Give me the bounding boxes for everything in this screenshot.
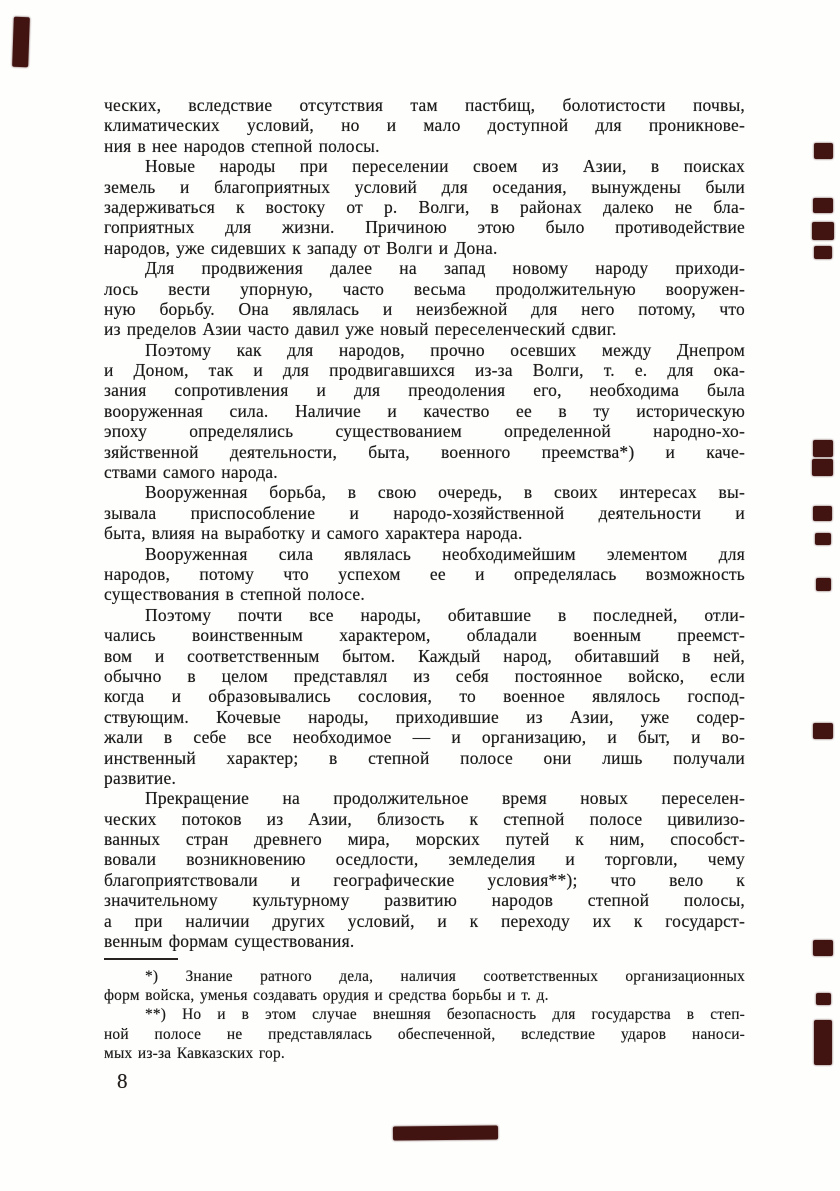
- text-line: задерживаться к востоку от р. Волги, в районах далеко не бла-: [104, 196, 745, 217]
- text-line: существования в степной полосе.: [104, 584, 365, 605]
- text-line: гоприятных для жизни. Причиною этою было противодействие: [104, 217, 745, 238]
- text-line: зяйственной деятельности, быта, военного преемства*) и каче-: [104, 441, 745, 462]
- text-line: Новые народы при переселении своем из Азии, в поисках: [145, 156, 745, 177]
- paragraph: [104, 544, 745, 605]
- text-line: Вооруженная борьба, в свою очередь, в своих интересах вы-: [145, 482, 745, 503]
- text-line: венным формам существования.: [104, 931, 355, 952]
- ink-smudge: [813, 723, 833, 739]
- text-line: Поэтому как для народов, прочно осевших между Днепром: [145, 339, 745, 360]
- footnotes-block: [104, 967, 745, 1063]
- ink-smudge: [813, 506, 832, 521]
- paragraph: [104, 788, 745, 951]
- ink-smudge: [813, 440, 833, 457]
- text-line: Для продвижения далее на запад новому народу приходи-: [145, 258, 745, 279]
- page-number: 8: [117, 1069, 128, 1093]
- text-line: ния в нее народов степной полосы.: [104, 135, 380, 156]
- ink-smudge: [813, 198, 833, 213]
- paragraph: [104, 340, 745, 483]
- text-line: вовали возникновению оседлости, земледелия и торговли, чему: [104, 849, 745, 870]
- ink-smudge: [812, 459, 833, 476]
- footnote: [104, 967, 745, 1005]
- text-line: ствами самого народа.: [104, 462, 278, 483]
- text-line: инственный характер; в степной полосе они лишь получали: [104, 747, 745, 768]
- footnote-line: форм войска, уменья создавать орудия и средства борьбы и т. д.: [104, 987, 549, 1005]
- ink-smudge: [814, 1020, 832, 1065]
- ink-smudge: [816, 993, 831, 1005]
- text-line: народов, потому что успехом ее и определялась возможность: [104, 563, 745, 584]
- footnote-line: ной полосе не представлялась обеспеченной, вследствие ударов наноси-: [104, 1025, 745, 1043]
- text-line: чались воинственным характером, обладали военным преемст-: [104, 625, 745, 646]
- text-line: ческих потоков из Азии, близость к степной полосе цивилизо-: [104, 808, 745, 829]
- footnote-separator-rule: [104, 958, 178, 960]
- text-line: ческих, вследствие отсутствия там пастбищ, болотистости почвы,: [104, 95, 745, 115]
- footnote-line: мых из-за Кавказских гор.: [104, 1044, 285, 1062]
- text-line: жали в себе все необходимое — и организацию, и быт, и во-: [104, 727, 745, 748]
- text-line: ванных стран древнего мира, морских путей к ним, способст-: [104, 829, 745, 850]
- paragraph: [104, 482, 745, 543]
- ink-smudge: [815, 533, 831, 545]
- footnote-line: **) Но и в этом случае внешняя безопасность для государства в степ-: [145, 1006, 745, 1024]
- text-line: эпоху определялись существованием определенной народно-хо-: [104, 421, 745, 442]
- text-line: и Доном, так и для продвигавшихся из-за Волги, т. е. для ока-: [104, 360, 745, 381]
- text-block: [104, 95, 745, 951]
- ink-smudge: [814, 143, 833, 159]
- text-line: быта, влияя на выработку и самого характера народа.: [104, 523, 523, 544]
- text-line: климатических условий, но и мало доступной для проникнове-: [104, 115, 745, 136]
- ink-smudge: [816, 578, 831, 591]
- footnote: [104, 1005, 745, 1063]
- text-line: народов, уже сидевших к западу от Волги и Дона.: [104, 237, 498, 258]
- ink-smudge: [814, 246, 832, 259]
- text-line: вом и соответственным бытом. Каждый народ, обитавший в ней,: [104, 645, 745, 666]
- ink-smudge: [393, 1126, 498, 1141]
- text-line: из пределов Азии часто давил уже новый переселенческий сдвиг.: [104, 319, 617, 340]
- text-line: значительному культурному развитию народов степной полосы,: [104, 890, 745, 911]
- text-line: когда и образовывались сословия, то военное являлось господ-: [104, 686, 745, 707]
- ink-smudge: [812, 222, 834, 240]
- paragraph: [104, 95, 745, 156]
- text-line: развитие.: [104, 767, 177, 788]
- text-line: лось вести упорную, часто весьма продолжительную вооружен-: [104, 278, 745, 299]
- text-line: Поэтому почти все народы, обитавшие в последней, отли-: [145, 604, 745, 625]
- text-line: земель и благоприятных условий для оседания, вынуждены были: [104, 176, 745, 197]
- paragraph: [104, 605, 745, 789]
- text-line: благоприятствовали и географические условия**); что вело к: [104, 869, 745, 890]
- paragraph: [104, 156, 745, 258]
- text-line: Вооруженная сила являлась необходимейшим элементом для: [145, 543, 745, 564]
- text-line: Прекращение на продолжительное время новых переселен-: [145, 788, 745, 809]
- ink-smudge: [813, 940, 833, 956]
- paragraph: [104, 258, 745, 340]
- text-line: ствующим. Кочевые народы, приходившие из Азии, уже содер-: [104, 706, 745, 727]
- text-line: зывала приспособление и народо-хозяйственной деятельности и: [104, 502, 745, 523]
- text-line: зания сопротивления и для преодоления его, необходима была: [104, 380, 745, 401]
- footnote-line: *) Знание ратного дела, наличия соответственных организационных: [145, 968, 745, 985]
- text-line: а при наличии других условий, и к переходу их к государст-: [104, 910, 745, 931]
- text-line: ную борьбу. Она являлась и неизбежной для него потому, что: [104, 298, 745, 319]
- ink-smudge: [12, 17, 30, 68]
- text-line: обычно в целом представлял из себя постоянное войско, если: [104, 665, 745, 686]
- text-line: вооруженная сила. Наличие и качество ее в ту историческую: [104, 400, 745, 421]
